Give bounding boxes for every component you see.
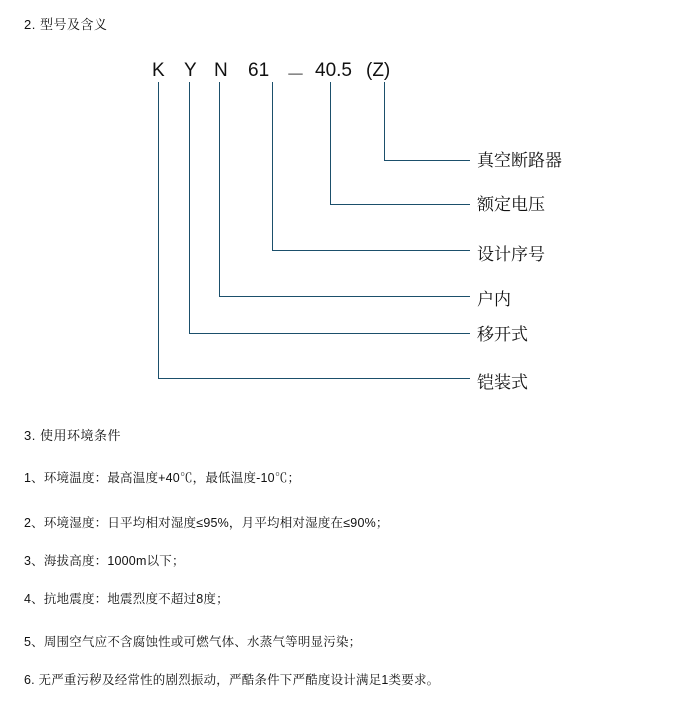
callout-horizontal-line	[330, 204, 470, 205]
callout-label: 额定电压	[477, 195, 545, 214]
callout-horizontal-line	[384, 160, 470, 161]
model-code-char: K	[152, 60, 165, 81]
callout-vertical-line	[384, 82, 385, 160]
callout-label: 户内	[477, 290, 511, 309]
callout-label: 铠装式	[477, 373, 528, 392]
callout-horizontal-line	[272, 250, 470, 251]
callout-horizontal-line	[189, 333, 470, 334]
model-code-char: (Z)	[366, 60, 391, 81]
callout-vertical-line	[272, 82, 273, 250]
condition-item: 5、周围空气应不含腐蚀性或可燃气体、水蒸气等明显污染；	[24, 635, 362, 649]
model-code-char: －	[286, 65, 306, 86]
section-heading-model: 2. 型号及含义	[24, 17, 108, 32]
callout-horizontal-line	[219, 296, 470, 297]
model-code-char: Y	[184, 60, 197, 81]
condition-item: 3、海拔高度：1000m以下；	[24, 554, 185, 568]
callout-vertical-line	[189, 82, 190, 333]
condition-item: 4、抗地震度：地震烈度不超过8度；	[24, 592, 229, 606]
callout-horizontal-line	[158, 378, 470, 379]
callout-vertical-line	[158, 82, 159, 378]
model-code-char: 61	[248, 60, 270, 81]
condition-item: 6. 无严重污秽及经常性的剧烈振动，严酷条件下严酷度设计满足1类要求。	[24, 673, 440, 687]
callout-label: 移开式	[477, 325, 528, 344]
section-heading-environment: 3. 使用环境条件	[24, 428, 121, 443]
callout-label: 真空断路器	[477, 151, 562, 170]
model-code-char: N	[214, 60, 228, 81]
callout-label: 设计序号	[477, 245, 545, 264]
condition-item: 1、环境温度：最高温度+40℃，最低温度-10℃；	[24, 471, 301, 485]
condition-item: 2、环境湿度：日平均相对湿度≤95%，月平均相对湿度在≤90%；	[24, 516, 389, 530]
model-code-char: 40.5	[315, 60, 352, 81]
callout-vertical-line	[330, 82, 331, 204]
callout-vertical-line	[219, 82, 220, 296]
